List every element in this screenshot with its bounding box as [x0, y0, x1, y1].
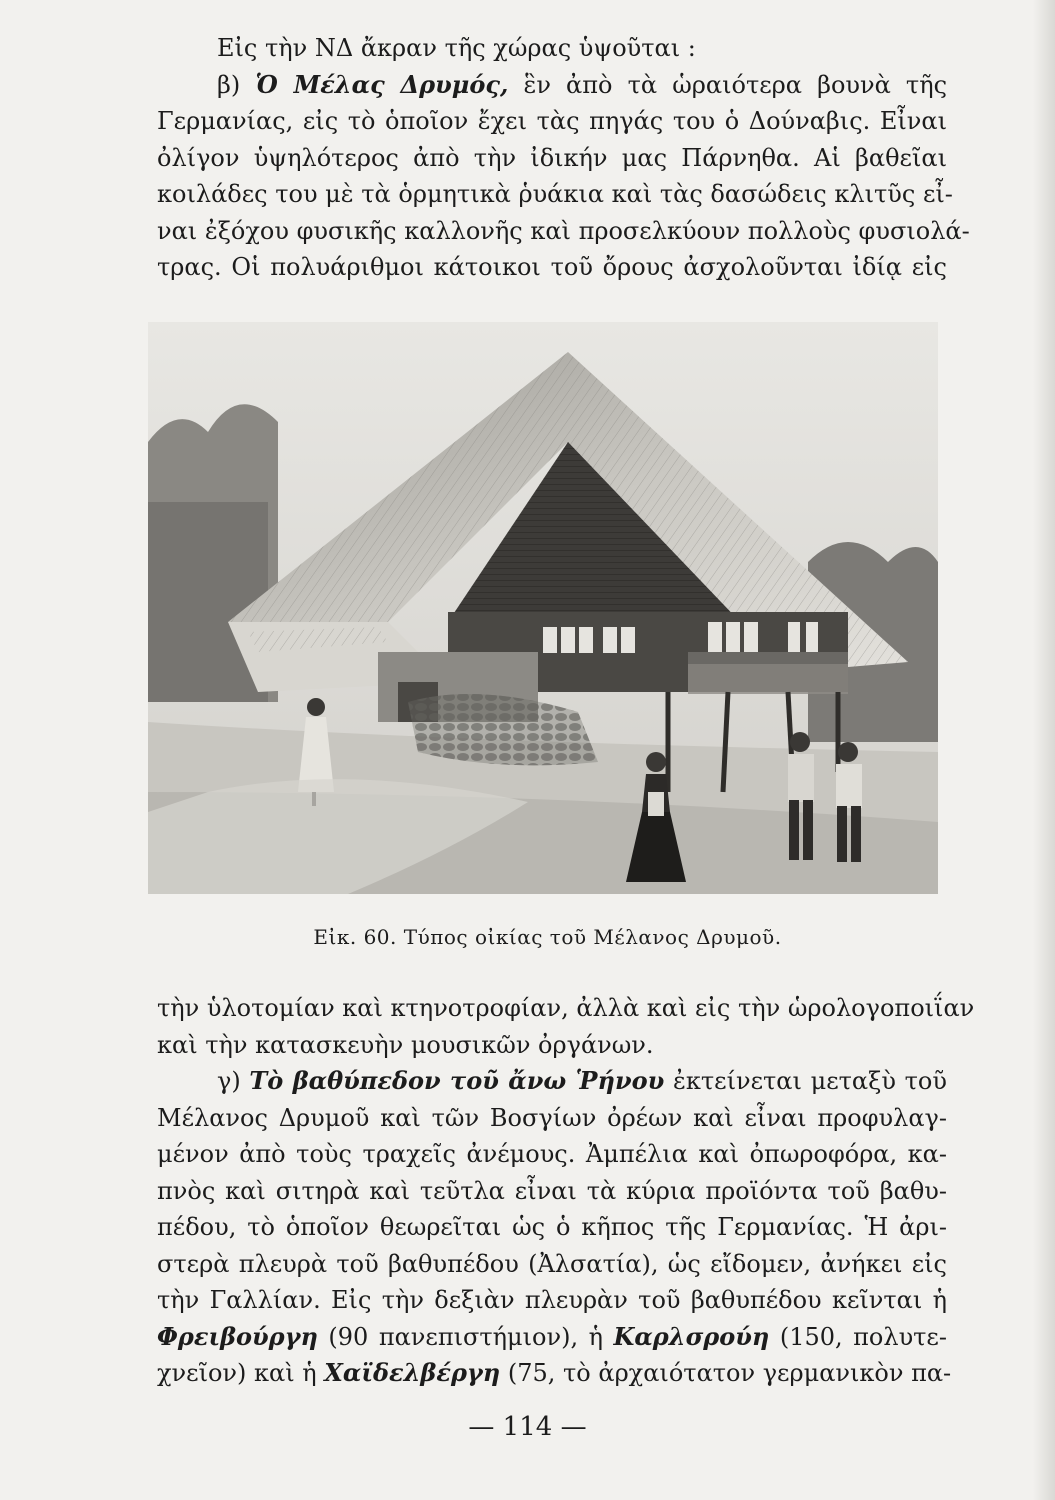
section-c-line: πέδου, τὸ ὁποῖον θεωρεῖται ὡς ὁ κῆπος τῆς Γερμανίας. Ἡ ἀρι- [157, 1213, 947, 1241]
continuation-line: τὴν ὑλοτομίαν καὶ κτηνοτροφίαν, ἀλλὰ καὶ εἰς τὴν ὡρολογοποιΐαν [157, 994, 975, 1022]
section-c-line: Μέλανος Δρυμοῦ καὶ τῶν Βοσγίων ὀρέων καὶ εἶναι προφυλαγ- [157, 1103, 947, 1132]
city-heidelberg-note: (75, τὸ ἀρχαιότατον γερμανικὸν πα- [507, 1359, 952, 1387]
city-heidelberg: Χαϊδελβέργη [324, 1358, 501, 1387]
page-edge [1033, 0, 1055, 1500]
section-b-line: ναι ἐξόχου φυσικῆς καλλονῆς καὶ προσελκύουν πολλοὺς φυσιολά- [157, 216, 970, 245]
section-c-first-text: ἐκτείνεται μεταξὺ τοῦ [673, 1067, 947, 1095]
cities-line-1 [157, 1319, 947, 1356]
section-b-line: ὀλίγον ὑψηλότερος ἀπὸ τὴν ἰδικήν μας Πάρνηθα. Αἱ βαθεῖαι [157, 143, 947, 172]
section-c-line: μένον ἀπὸ τοὺς τραχεῖς ἀνέμους. Ἀμπέλια καὶ ὀπωροφόρα, κα- [157, 1140, 947, 1168]
section-c-line: τὴν Γαλλίαν. Εἰς τὴν δεξιὰν πλευρὰν τοῦ βαθυπέδου κεῖνται ἡ [157, 1286, 947, 1314]
page-number: — 114 — [468, 1412, 587, 1442]
city-freiburg-note: (90 πανεπιστήμιον), ἡ [328, 1322, 603, 1351]
continuation-line: καὶ τὴν κατασκευὴν μουσικῶν ὀργάνων. [157, 1030, 654, 1059]
cities-line-2-pre: χνεῖον) καὶ ἡ [157, 1359, 317, 1387]
section-c-label: γ) [217, 1067, 241, 1095]
bottom-text-block [157, 990, 975, 1392]
section-c-line: στερὰ πλευρὰ τοῦ βαθυπέδου (Ἀλσατία), ὡς εἴδομεν, ἀνήκει εἰς [157, 1249, 947, 1278]
house-photograph [148, 322, 938, 894]
section-b-title: Ὁ Μέλας Δρυμός, [255, 69, 509, 99]
section-c-title: Τὸ βαθύπεδον τοῦ ἄνω Ῥήνου [249, 1066, 665, 1095]
city-freiburg: Φρειβούργη [157, 1321, 318, 1351]
section-b-line: τρας. Οἱ πολυάριθμοι κάτοικοι τοῦ ὄρους ἀσχολοῦνται ἰδίᾳ εἰς [157, 253, 947, 281]
section-b-first-line [157, 67, 947, 104]
top-text-block [157, 30, 970, 286]
cities-line-2 [157, 1355, 952, 1392]
section-b-line-0: ἓν ἀπὸ τὰ ὡραιότερα βουνὰ τῆς [523, 70, 948, 99]
city-karlsruhe: Καρλσρούη [613, 1321, 770, 1351]
city-karlsruhe-note: (150, πολυτε- [779, 1322, 947, 1351]
section-c-first-line [157, 1063, 947, 1100]
intro-line: Εἰς τὴν ΝΔ ἄκραν τῆς χώρας ὑψοῦται : [217, 34, 696, 62]
section-b-label: β) [217, 70, 241, 99]
section-b-line: Γερμανίας, εἰς τὸ ὁποῖον ἔχει τὰς πηγάς του ὁ Δούναβις. Εἶναι [157, 107, 947, 135]
section-b-line: κοιλάδες του μὲ τὰ ὁρμητικὰ ῥυάκια καὶ τὰς δασώδεις κλιτῦς εἶ- [157, 180, 953, 208]
black-forest-house-illustration [148, 322, 938, 894]
section-c-line: πνὸς καὶ σιτηρὰ καὶ τεῦτλα εἶναι τὰ κύρια προϊόντα τοῦ βαθυ- [157, 1176, 947, 1205]
figure-caption: Εἰκ. 60. Τύπος οἰκίας τοῦ Μέλανος Δρυμοῦ. [313, 925, 782, 949]
